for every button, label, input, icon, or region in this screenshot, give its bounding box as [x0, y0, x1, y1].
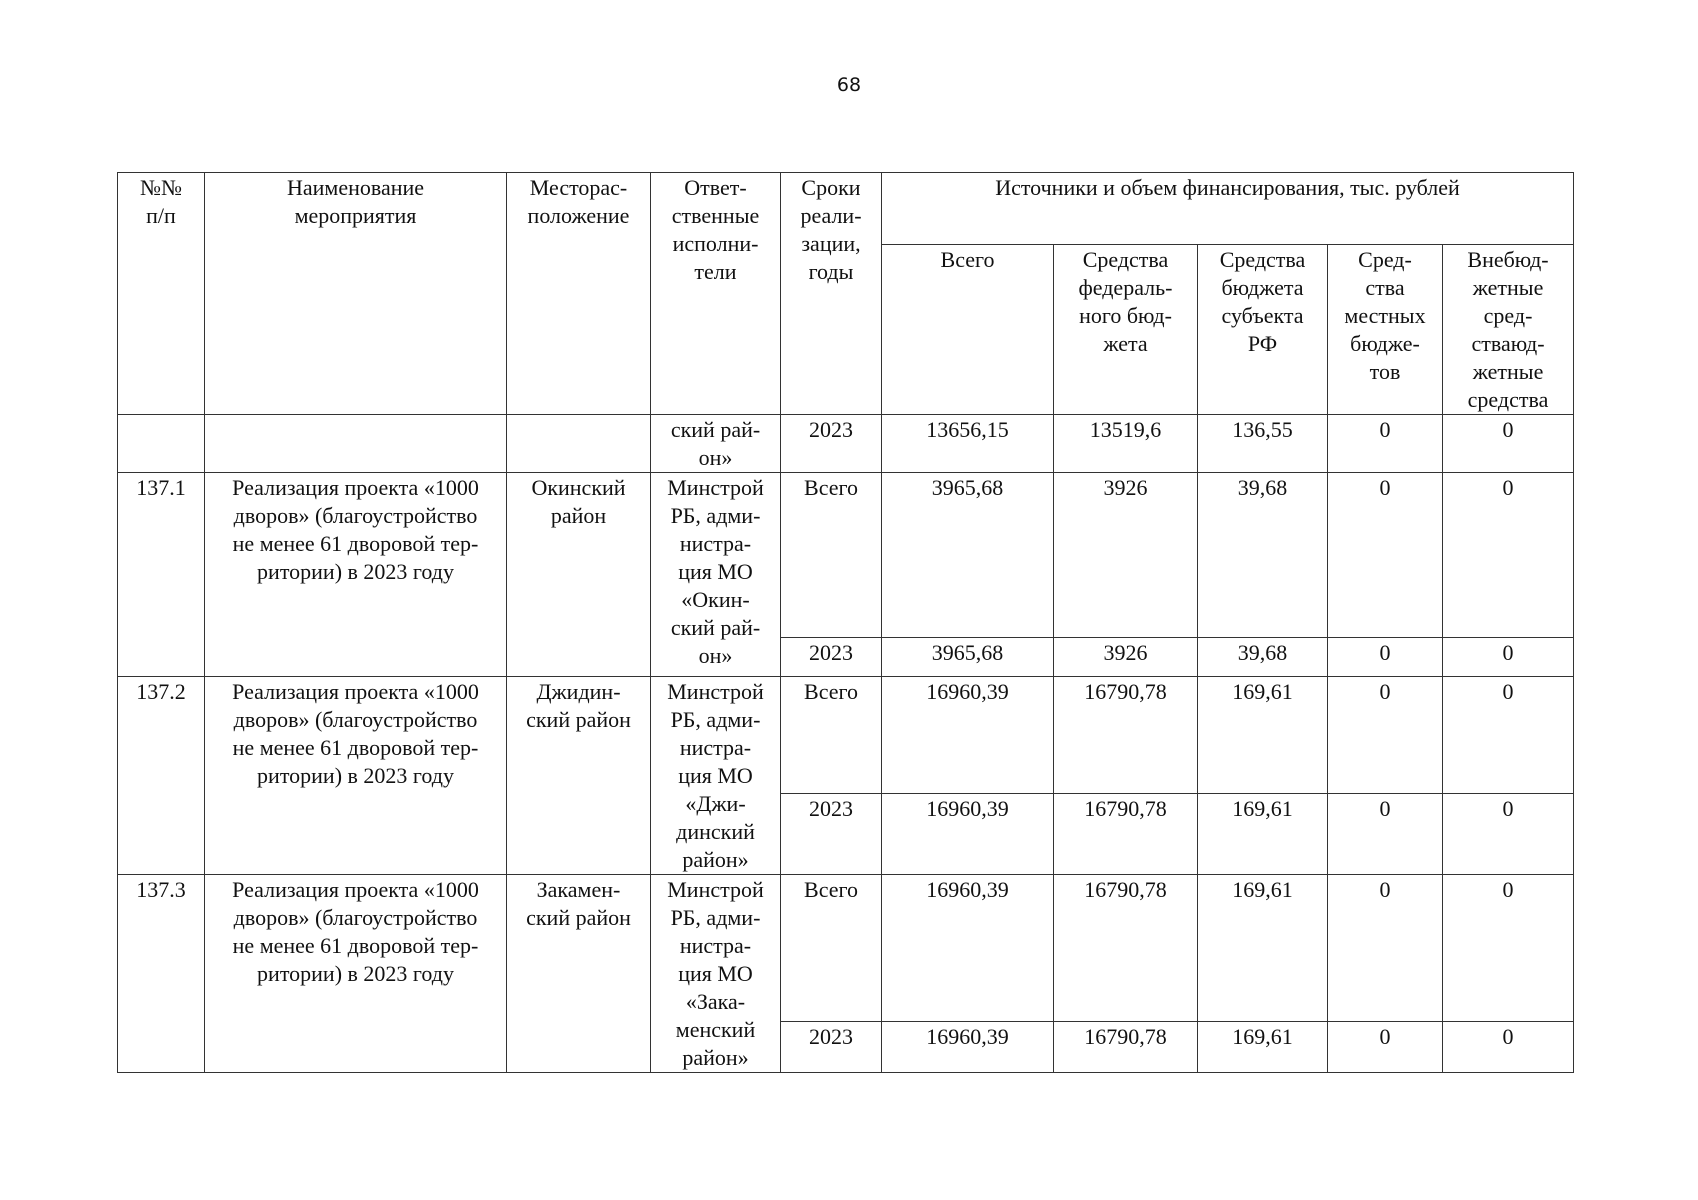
extra-cell: 0 [1443, 1022, 1574, 1073]
federal-cell: 3926 [1054, 638, 1198, 677]
location-cell: Закамен- ский район [507, 875, 651, 1073]
federal-cell: 16790,78 [1054, 875, 1198, 1022]
total-cell: 16960,39 [882, 875, 1054, 1022]
num-cell: 137.3 [118, 875, 205, 1073]
name-cell: Реализация проекта «1000 дворов» (благоустройство не менее 61 дворовой тер- ритории) в 2023 году [205, 875, 507, 1073]
table-row [118, 415, 1574, 473]
num-cell: 137.2 [118, 677, 205, 875]
extra-cell: 0 [1443, 638, 1574, 677]
total-cell: 3965,68 [882, 638, 1054, 677]
name-cell [205, 415, 507, 473]
extra-cell: 0 [1443, 794, 1574, 875]
header-federal: Средства федераль- ного бюд- жета [1054, 245, 1198, 415]
name-cell: Реализация проекта «1000 дворов» (благоустройство не менее 61 дворовой тер- ритории) в 2023 году [205, 677, 507, 875]
regional-cell: 136,55 [1198, 415, 1328, 473]
local-cell: 0 [1328, 677, 1443, 794]
regional-cell: 169,61 [1198, 677, 1328, 794]
federal-cell: 16790,78 [1054, 677, 1198, 794]
location-cell: Джидин- ский район [507, 677, 651, 875]
regional-cell: 169,61 [1198, 794, 1328, 875]
header-regional: Средства бюджета субъекта РФ [1198, 245, 1328, 415]
local-cell: 0 [1328, 415, 1443, 473]
header-total: Всего [882, 245, 1054, 415]
header-row [118, 173, 1574, 245]
responsible-text: Минстрой РБ, адми- нистра- ция МО «Окин- ский рай- [667, 475, 764, 640]
header-sources: Источники и объем финансирования, тыс. рублей [882, 173, 1574, 245]
period-cell: 2023 [781, 415, 882, 473]
header-extra: Внебюд- жетные сред- стваюд- жетные средства [1443, 245, 1574, 415]
header-responsible: Ответ- ственные исполни- тели [651, 173, 781, 415]
federal-cell: 13519,6 [1054, 415, 1198, 473]
total-cell: 16960,39 [882, 677, 1054, 794]
local-cell: 0 [1328, 638, 1443, 677]
responsible-text-tail: «Джи- динский район» [676, 791, 755, 872]
period-cell: 2023 [781, 1022, 882, 1073]
responsible-cell [651, 875, 781, 1073]
local-cell: 0 [1328, 794, 1443, 875]
header-location: Месторас- положение [507, 173, 651, 415]
extra-cell: 0 [1443, 677, 1574, 794]
regional-cell: 39,68 [1198, 638, 1328, 677]
responsible-text-tail: менский район» [675, 1017, 756, 1070]
total-cell: 3965,68 [882, 473, 1054, 638]
responsible-cell [651, 473, 781, 677]
responsible-text: Минстрой РБ, адми- нистра- ция МО [667, 679, 764, 788]
total-cell: 16960,39 [882, 794, 1054, 875]
table-row [118, 677, 1574, 794]
location-cell [507, 415, 651, 473]
period-cell: Всего [781, 677, 882, 794]
responsible-text: Минстрой РБ, адми- нистра- ция МО «Зака- [667, 877, 764, 1014]
federal-cell: 3926 [1054, 473, 1198, 638]
extra-cell: 0 [1443, 415, 1574, 473]
regional-cell: 39,68 [1198, 473, 1328, 638]
responsible-cell [651, 677, 781, 875]
local-cell: 0 [1328, 473, 1443, 638]
num-cell [118, 415, 205, 473]
name-cell: Реализация проекта «1000 дворов» (благоустройство не менее 61 дворовой тер- ритории) в 2023 году [205, 473, 507, 677]
header-period: Сроки реали- зации, годы [781, 173, 882, 415]
period-cell: 2023 [781, 638, 882, 677]
regional-cell: 169,61 [1198, 875, 1328, 1022]
federal-cell: 16790,78 [1054, 794, 1198, 875]
period-cell: Всего [781, 473, 882, 638]
extra-cell: 0 [1443, 473, 1574, 638]
header-num: №№ п/п [118, 173, 205, 415]
num-cell: 137.1 [118, 473, 205, 677]
table-row [118, 875, 1574, 1022]
table-row [118, 473, 1574, 638]
responsible-cell: ский рай- он» [651, 415, 781, 473]
header-local: Сред- ства местных бюдже- тов [1328, 245, 1443, 415]
responsible-text-tail: он» [698, 643, 733, 668]
local-cell: 0 [1328, 1022, 1443, 1073]
regional-cell: 169,61 [1198, 1022, 1328, 1073]
period-cell: Всего [781, 875, 882, 1022]
local-cell: 0 [1328, 875, 1443, 1022]
federal-cell: 16790,78 [1054, 1022, 1198, 1073]
financing-table [117, 172, 1574, 1073]
header-name: Наименование мероприятия [205, 173, 507, 415]
page-number: 68 [836, 74, 862, 96]
total-cell: 13656,15 [882, 415, 1054, 473]
location-cell: Окинский район [507, 473, 651, 677]
total-cell: 16960,39 [882, 1022, 1054, 1073]
period-cell: 2023 [781, 794, 882, 875]
extra-cell: 0 [1443, 875, 1574, 1022]
